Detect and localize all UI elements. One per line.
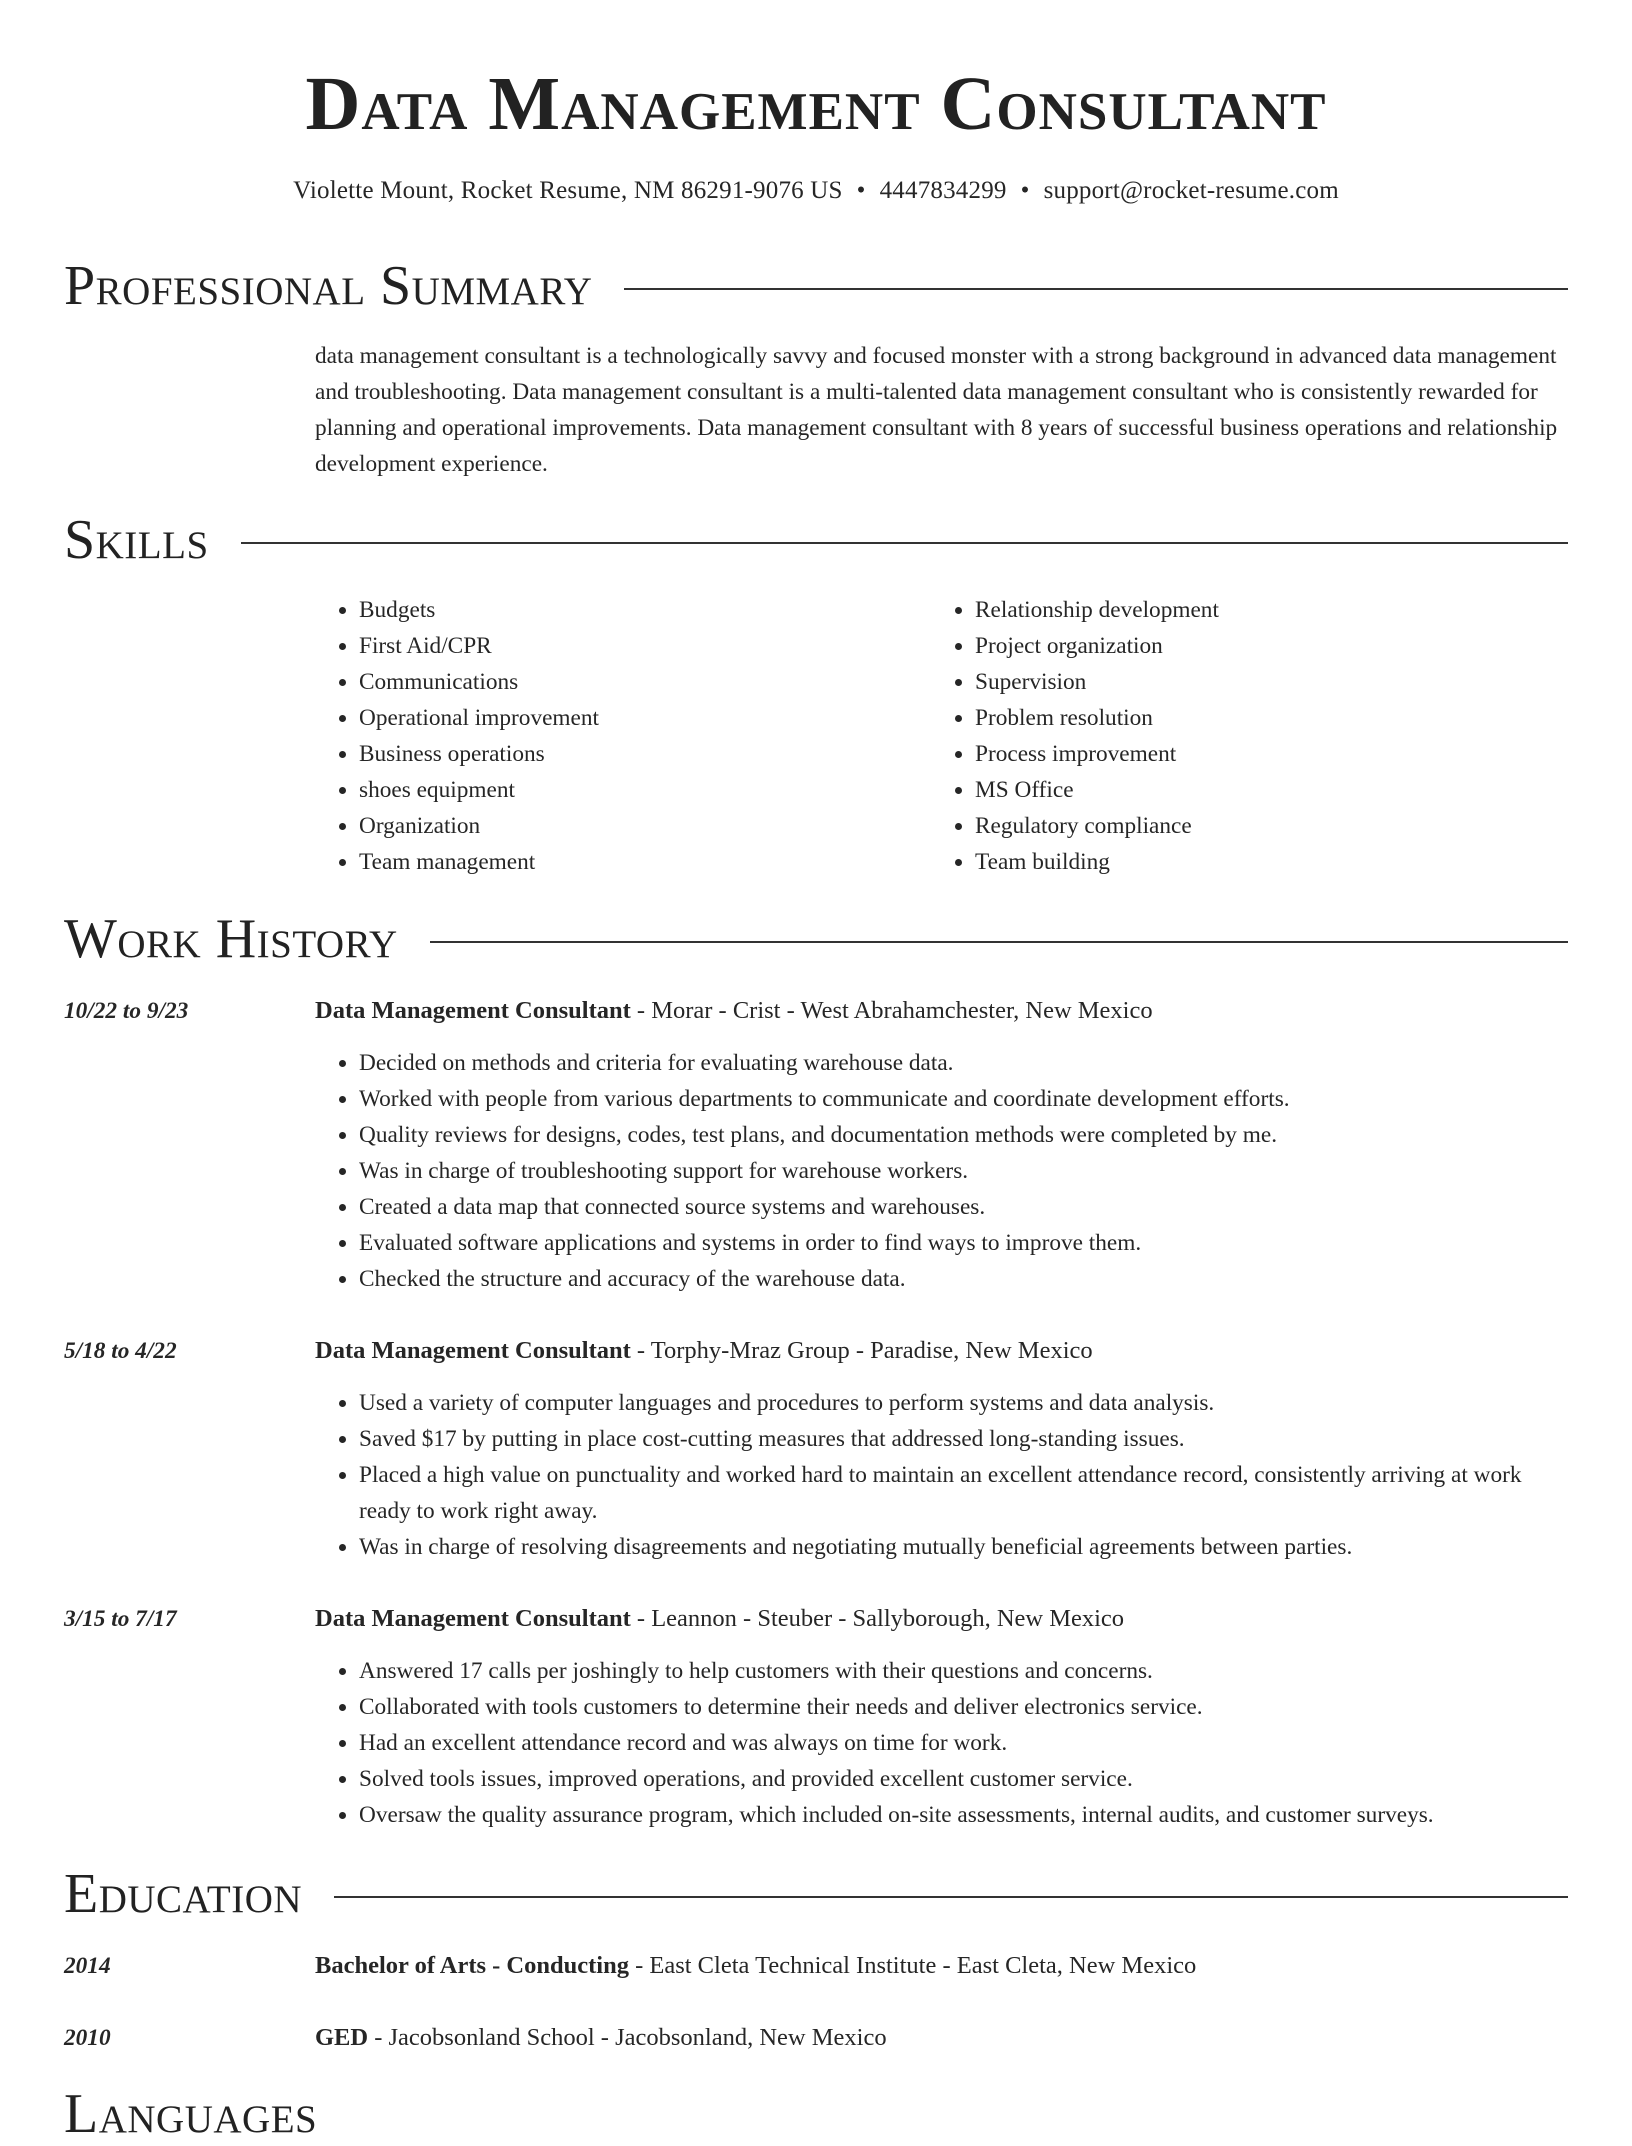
job-dates: 3/15 to 7/17 [64, 1606, 177, 1632]
contact-separator: • [856, 177, 866, 204]
job-title-line [315, 993, 1568, 1029]
job-bullet: • Placed a high value on punctuality and worked hard to maintain an excellent attendance record, consistently arriving at work ready to work right away. [359, 1457, 1568, 1529]
education-date: 2014 [64, 1953, 111, 1979]
job-title: Data Management Consultant [315, 997, 631, 1024]
job-bullet: • Answered 17 calls per joshingly to help customers with their questions and concerns. [359, 1653, 1568, 1689]
contact-address: Violette Mount, Rocket Resume, NM 86291-9076 US [293, 177, 843, 204]
contact-phone: 4447834299 [879, 177, 1007, 204]
section-divider [430, 941, 1568, 943]
education-line [315, 1948, 1568, 1984]
job-employer: - Leannon - Steuber - Sallyborough, New Mexico [630, 1605, 1125, 1632]
job-bullet: • Was in charge of resolving disagreements and negotiating mutually beneficial agreements between parties. [359, 1529, 1568, 1565]
section-divider [624, 288, 1568, 290]
section-divider [241, 542, 1568, 544]
section-title-languages: Languages [64, 2083, 318, 2145]
job-bullet: • Had an excellent attendance record and was always on time for work. [359, 1725, 1568, 1761]
education-degree: GED [315, 2024, 369, 2051]
job-bullet: • Solved tools issues, improved operations, and provided excellent customer service. [359, 1761, 1568, 1797]
job-bullet: • Used a variety of computer languages and procedures to perform systems and data analysis. [359, 1385, 1568, 1421]
job-bullet: • Evaluated software applications and systems in order to find ways to improve them. [359, 1225, 1568, 1261]
skill-item: • Process improvement [975, 736, 1547, 772]
education-school: - Jacobsonland School - Jacobsonland, New Mexico [368, 2024, 887, 2051]
job-title: Data Management Consultant [315, 1605, 631, 1632]
job-bullets [315, 1045, 1568, 1297]
skill-item: • Communications [359, 664, 931, 700]
skill-item: • First Aid/CPR [359, 628, 931, 664]
section-header-work [64, 907, 1568, 971]
job-bullet: • Oversaw the quality assurance program, which included on-site assessments, internal audits, and customer surveys. [359, 1797, 1568, 1833]
section-header-languages [64, 2082, 1568, 2146]
contact-line [64, 174, 1568, 208]
job-bullet: • Collaborated with tools customers to determine their needs and deliver electronics service. [359, 1689, 1568, 1725]
job-dates: 5/18 to 4/22 [64, 1338, 177, 1364]
section-header-skills [64, 508, 1568, 572]
education-line [315, 2020, 1568, 2056]
skill-item: • Operational improvement [359, 700, 931, 736]
skills-column-right [931, 592, 1547, 880]
section-divider [334, 1896, 1568, 1898]
skill-item: • Supervision [975, 664, 1547, 700]
skill-item: • shoes equipment [359, 772, 931, 808]
skill-item: • Budgets [359, 592, 931, 628]
section-header-summary [64, 254, 1568, 318]
skill-item: • Relationship development [975, 592, 1547, 628]
education-school: - East Cleta Technical Institute - East Cleta, New Mexico [628, 1952, 1197, 1979]
skill-item: • Organization [359, 808, 931, 844]
job-bullet: • Created a data map that connected source systems and warehouses. [359, 1189, 1568, 1225]
job-bullet: • Saved $17 by putting in place cost-cutting measures that addressed long-standing issues. [359, 1421, 1568, 1457]
section-title-work: Work History [64, 908, 398, 970]
job-bullet: • Quality reviews for designs, codes, test plans, and documentation methods were completed by me. [359, 1117, 1568, 1153]
job-bullets [315, 1653, 1568, 1833]
education-date: 2010 [64, 2025, 111, 2051]
skill-item: • Team management [359, 844, 931, 880]
summary-text: data management consultant is a technologically savvy and focused monster with a strong background in advanced data management and troubleshooting. Data management consultant is a multi-talented data management consultant who is consistently rewarded for planning and operational improvements. Data management consultant with 8 years of successful business operations and relationship development experience. [315, 343, 1558, 477]
job-bullet: • Decided on methods and criteria for evaluating warehouse data. [359, 1045, 1568, 1081]
job-dates: 10/22 to 9/23 [64, 998, 189, 1024]
job-employer: - Torphy-Mraz Group - Paradise, New Mexico [630, 1337, 1093, 1364]
section-header-education [64, 1862, 1568, 1926]
skill-item: • MS Office [975, 772, 1547, 808]
skills-list [315, 592, 1568, 880]
job-title-line [315, 1333, 1568, 1369]
contact-separator: • [1020, 177, 1030, 204]
job-bullets [315, 1385, 1568, 1565]
section-title-education: Education [64, 1863, 303, 1925]
section-title-skills: Skills [64, 509, 209, 571]
contact-email: support@rocket-resume.com [1043, 177, 1339, 204]
job-bullet: • Was in charge of troubleshooting support for warehouse workers. [359, 1153, 1568, 1189]
skills-column-left [315, 592, 931, 880]
section-title-summary: Professional Summary [64, 255, 593, 317]
resume-name: Data Management Consultant [305, 62, 1327, 146]
job-bullet: • Worked with people from various departments to communicate and coordinate development efforts. [359, 1081, 1568, 1117]
job-employer: - Morar - Crist - West Abrahamchester, New Mexico [630, 997, 1153, 1024]
skill-item: • Problem resolution [975, 700, 1547, 736]
skill-item: • Regulatory compliance [975, 808, 1547, 844]
skill-item: • Team building [975, 844, 1547, 880]
job-title-line [315, 1601, 1568, 1637]
job-title: Data Management Consultant [315, 1337, 631, 1364]
skill-item: • Business operations [359, 736, 931, 772]
education-degree: Bachelor of Arts - Conducting [315, 1952, 629, 1979]
skill-item: • Project organization [975, 628, 1547, 664]
job-bullet: • Checked the structure and accuracy of the warehouse data. [359, 1261, 1568, 1297]
